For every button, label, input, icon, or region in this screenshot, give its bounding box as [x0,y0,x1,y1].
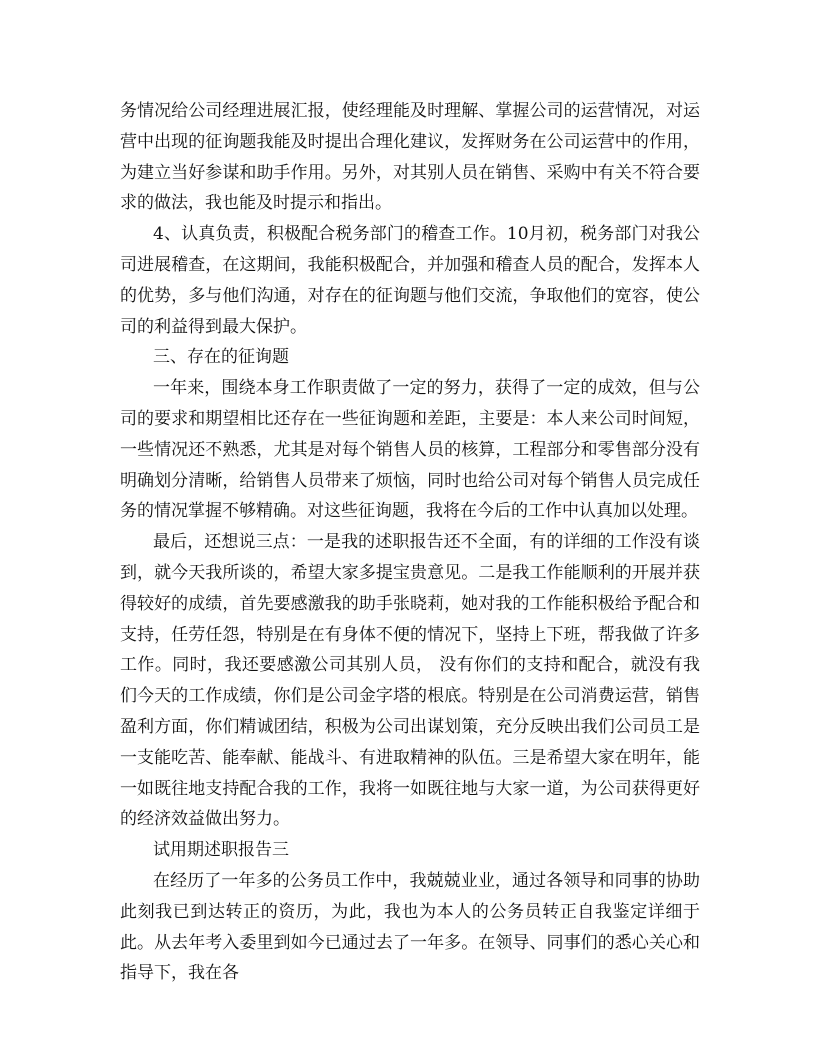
document-body [120,96,700,989]
paragraph-closing: 最后，还想说三点：一是我的述职报告还不全面，有的详细的工作没有谈到，就今天我所谈的，希望大家多提宝贵意见。二是我工作能顺利的开展并获得较好的成绩，首先要感激我的助手张晓莉，她对我的工作能积极给予配合和支持，任劳任怨，特别是在有身体不便的情况下，坚持上下班，帮我做了许多工作。同时，我还要感激公司其别人员， 没有你们的支持和配合，就没有我们今天的工作成绩，你们是公司金字塔的根底。特别是在公司消费运营，销售盈利方面，你们精诚团结，积极为公司出谋划策，充分反映出我们公司员工是一支能吃苦、能奉献、能战斗、有进取精神的队伍。三是希望大家在明年，能一如既往地支持配合我的工作，我将一如既往地与大家一道，为公司获得更好的经济效益做出努力。 [120,532,700,830]
paragraph-problems: 一年来，围绕本身工作职责做了一定的努力，获得了一定的成效，但与公司的要求和期望相比还存在一些征询题和差距，主要是：本人来公司时间短，一些情况还不熟悉，尤其是对每个销售人员的核算，工程部分和零售部分没有明确划分清晰，给销售人员带来了烦恼，同时也给公司对每个销售人员完成任务的情况掌握不够精确。对这些征询题，我将在今后的工作中认真加以处理。 [120,378,700,522]
paragraph-report-three: 在经历了一年多的公务员工作中，我兢兢业业，通过各领导和同事的协助此刻我已到达转正的资历，为此，我也为本人的公务员转正自我鉴定详细于此。从去年考入委里到如今已通过去了一年多。在领导、同事们的悉心关心和指导下，我在各 [120,870,700,984]
section-heading-problems: 三、存在的征询题 [153,347,289,368]
paragraph-continuation: 务情况给公司经理进展汇报，使经理能及时理解、掌握公司的运营情况，对运营中出现的征询题我能及时提出合理化建议，发挥财务在公司运营中的作用，为建立当好参谋和助手作用。另外，对其别人员在销售、采购中有关不符合要求的做法，我也能及时提示和指出。 [120,101,700,214]
section-heading-report-three: 试用期述职报告三 [153,840,289,861]
paragraph-tax-audit: 4、认真负责，积极配合税务部门的稽查工作。10月初，税务部门对我公司进展稽查，在这期间，我能积极配合，并加强和稽查人员的配合，发挥本人的优势，多与他们沟通，对存在的征询题与他们交流，争取他们的宽容，使公司的利益得到最大保护。 [120,224,700,337]
